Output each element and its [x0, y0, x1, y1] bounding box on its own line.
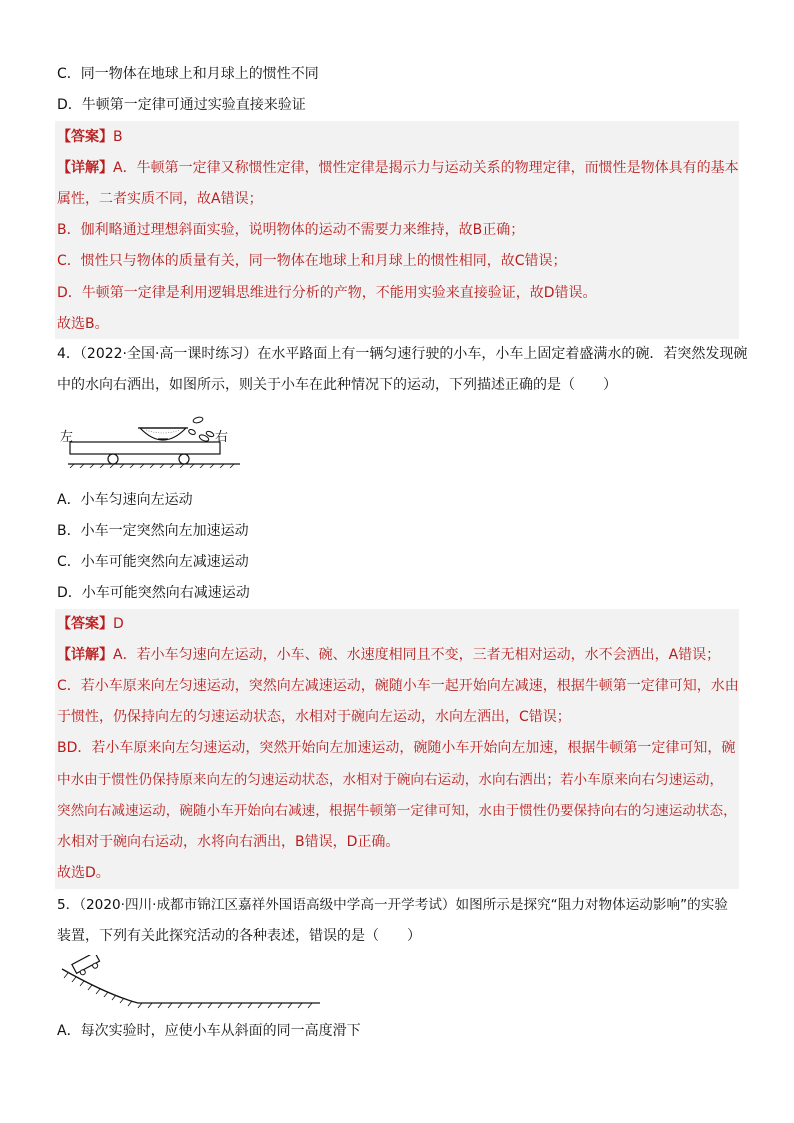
- q4-detail-line-4: BD．若小车原来向左匀速运动，突然开始向左加速运动，碗随小车开始向左加速，根据牛顿第一定律可知，碗: [57, 740, 736, 756]
- answer-value: B: [113, 129, 123, 145]
- q3-detail-line-1: [57, 158, 739, 178]
- q5-option-a: A．每次实验时，应使小车从斜面的同一高度滑下: [57, 1023, 361, 1039]
- q3-detail-line-3: B．伽利略通过理想斜面实验，说明物体的运动不需要力来维持，故B正确；: [57, 222, 525, 238]
- q3-detail-line-2: 属性，二者实质不同，故A错误；: [57, 191, 263, 207]
- q4-stem-line-1: 4．（2022·全国·高一课时练习）在水平路面上有一辆匀速行驶的小车，小车上固定着盛满水的碗．若突然发现碗: [57, 346, 748, 362]
- q4-option-a: A．小车匀速向左运动: [57, 492, 193, 508]
- q4-detail-line-7: 水相对于碗向右运动，水将向右洒出，B错误，D正确。: [57, 834, 400, 850]
- q4-option-c: C．小车可能突然向左减速运动: [57, 554, 249, 570]
- q4-detail-line-5: 中水由于惯性仍保持原来向左的匀速运动状态，水相对于碗向右运动，水向右洒出；若小车原来向右匀速运动，: [57, 772, 724, 788]
- answer-value: D: [113, 616, 124, 632]
- q4-detail-line-1: [57, 645, 720, 665]
- q5-stem-line-1: 5．（2020·四川·成都市锦江区嘉祥外国语高级中学高一开学考试）如图所示是探究“阻力对物体运动影响”的实验: [57, 897, 728, 913]
- q4-detail-line-2: C．若小车原来向左匀速运动，突然向左减速运动，碗随小车一起开始向左减速，根据牛顿第一定律可知，水由: [57, 678, 739, 694]
- q3-conclusion: 故选B。: [57, 316, 109, 332]
- q4-option-d: D．小车可能突然向右减速运动: [57, 585, 250, 601]
- q5-stem-line-2: 装置，下列有关此探究活动的各种表述，错误的是（ ）: [57, 928, 421, 944]
- q3-detail-line-4: C．惯性只与物体的质量有关，同一物体在地球上和月球上的惯性相同，故C错误；: [57, 253, 567, 269]
- answer-tag: 【答案】: [57, 129, 113, 145]
- incline-figure: [58, 955, 328, 1011]
- q3-answer-line: [57, 127, 123, 147]
- figure-left-label: 左: [60, 430, 74, 445]
- answer-tag: 【答案】: [57, 616, 113, 632]
- detail-text: A．牛顿第一定律又称惯性定律，惯性定律是揭示力与运动关系的物理定律，而惯性是物体具有的基本: [113, 160, 739, 176]
- detail-tag: 【详解】: [57, 647, 113, 663]
- q4-answer-line: [57, 614, 124, 634]
- q4-detail-line-3: 于惯性，仍保持向左的匀速运动状态，水相对于碗向左运动，水向左洒出，C错误；: [57, 709, 571, 725]
- q4-option-b: B．小车一定突然向左加速运动: [57, 523, 249, 539]
- detail-text: A．若小车匀速向左运动，小车、碗、水速度相同且不变，三者无相对运动，水不会洒出，A错误；: [113, 647, 721, 663]
- q3-option-d: D．牛顿第一定律可通过实验直接来验证: [57, 97, 306, 113]
- q4-detail-line-6: 突然向右减速运动，碗随小车开始向右减速，根据牛顿第一定律可知，水由于惯性仍要保持向右的匀速运动状态，: [57, 803, 737, 819]
- q4-conclusion: 故选D。: [57, 865, 110, 881]
- q4-stem-line-2: 中的水向右洒出，如图所示，则关于小车在此种情况下的运动，下列描述正确的是（ ）: [57, 377, 617, 393]
- q3-detail-line-5: D．牛顿第一定律是利用逻辑思维进行分析的产物，不能用实验来直接验证，故D错误。: [57, 285, 597, 301]
- q3-option-c: C．同一物体在地球上和月球上的惯性不同: [57, 66, 319, 82]
- detail-tag: 【详解】: [57, 160, 113, 176]
- figure-right-label: 右: [215, 430, 229, 445]
